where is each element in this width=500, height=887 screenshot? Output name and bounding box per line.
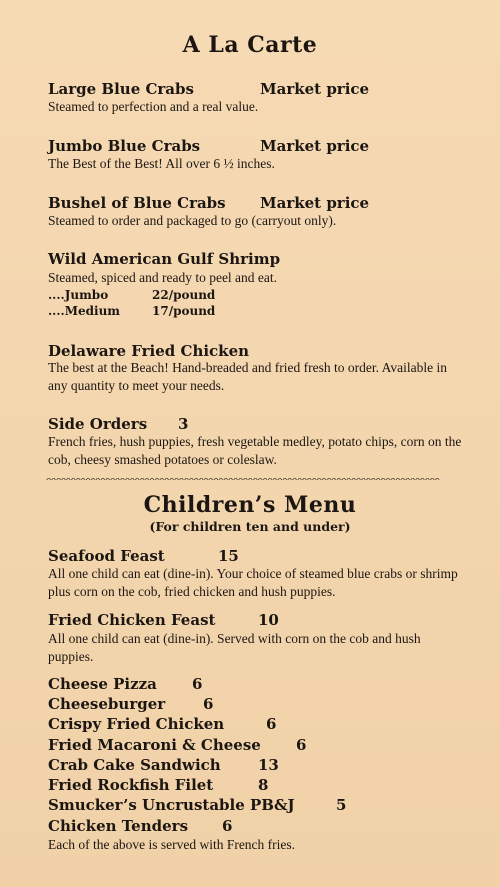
divider: ^^^^^^^^^^^^^^^^^^^^^^^^^^^^^^^^^^^^^^^^^^^^^^^^^^^^^^^^^^^^^^^^^^^^^^^^^^^^^^^^ [46, 478, 440, 486]
kids-item-name: Fried Rockfish Filet [48, 776, 214, 794]
item-price: Market price [260, 137, 370, 155]
item-name: Fried Chicken Feast [48, 611, 216, 629]
children-subtitle: (For children ten and under) [149, 519, 351, 534]
item-description: All one child can eat (dine-in). Served with corn on the cob and hush puppies. [48, 631, 421, 664]
item-name: Large Blue Crabs [48, 80, 194, 98]
item-name: Bushel of Blue Crabs [48, 194, 226, 212]
item-price: 10 [258, 611, 279, 629]
item-name: Side Orders [48, 415, 148, 433]
item-description: All one child can eat (dine-in). Your choice of steamed blue crabs or shrimp plus corn on the cob, fried chicken and hush puppies. [48, 566, 458, 599]
kids-item-name: Crispy Fried Chicken [48, 715, 225, 733]
item-price: 3 [178, 415, 189, 433]
children-title: Children’s Menu [143, 492, 357, 518]
item-name: Jumbo Blue Crabs [48, 137, 201, 155]
kids-item-name: Crab Cake Sandwich [48, 756, 221, 774]
kids-item-price: 6 [266, 715, 277, 733]
item-description: Steamed, spiced and ready to peel and eat. [48, 270, 278, 285]
item-description: Steamed to perfection and a real value. [48, 99, 259, 114]
item-description: The Best of the Best! All over 6 ½ inches. [48, 156, 275, 171]
item-name: Delaware Fried Chicken [48, 342, 250, 360]
kids-item-name: Cheeseburger [48, 695, 166, 713]
children-footnote: Each of the above is served with French fries. [48, 837, 296, 852]
kids-item-name: Smucker’s Uncrustable PB&J [48, 796, 295, 814]
item-description: The best at the Beach! Hand-breaded and fried fresh to order. Available in any quantity to meet your needs. [48, 360, 447, 393]
kids-item-price: 13 [258, 756, 279, 774]
item-name: Wild American Gulf Shrimp [48, 250, 281, 268]
kids-item-price: 6 [296, 736, 307, 754]
kids-item-name: Fried Macaroni & Cheese [48, 736, 261, 754]
kids-item-price: 6 [203, 695, 214, 713]
item-price: Market price [260, 80, 370, 98]
item-price: 15 [218, 547, 239, 565]
size-label: ....Medium [48, 304, 120, 318]
size-price: 17/pound [152, 304, 216, 318]
item-description: French fries, hush puppies, fresh vegetable medley, potato chips, corn on the cob, cheesy smashed potatoes or coleslaw. [48, 434, 462, 467]
size-price: 22/pound [152, 288, 216, 302]
size-label: ....Jumbo [48, 288, 109, 302]
item-name: Seafood Feast [48, 547, 165, 565]
kids-item-name: Chicken Tenders [48, 817, 189, 835]
kids-item-price: 6 [222, 817, 233, 835]
kids-item-price: 5 [336, 796, 347, 814]
kids-item-price: 6 [192, 675, 203, 693]
kids-item-price: 8 [258, 776, 269, 794]
item-price: Market price [260, 194, 370, 212]
alacarte-title: A La Carte [182, 32, 318, 58]
kids-item-name: Cheese Pizza [48, 675, 157, 693]
item-description: Steamed to order and packaged to go (carryout only). [48, 213, 337, 228]
